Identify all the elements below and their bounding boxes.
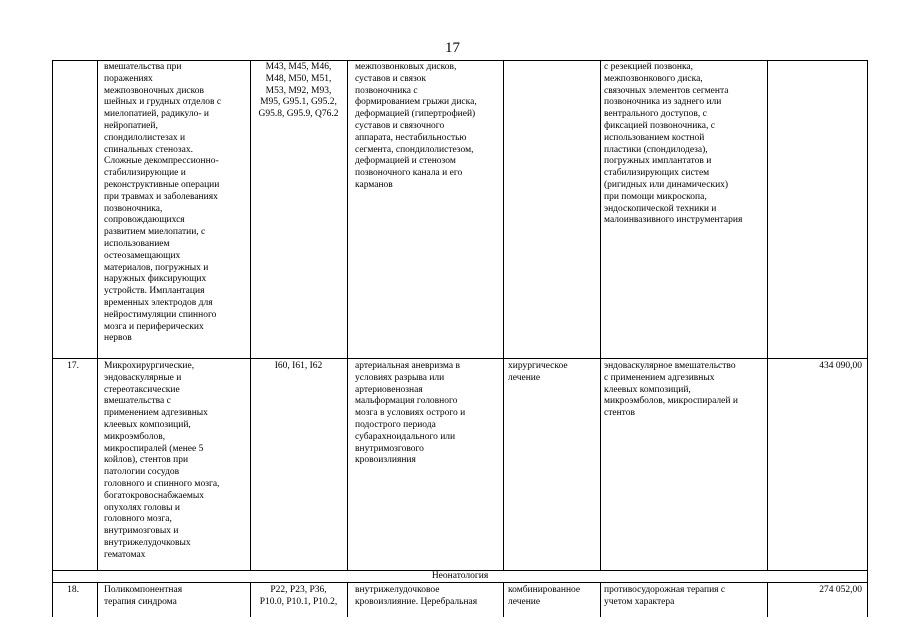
column-divider (503, 60, 504, 570)
column-divider (503, 582, 504, 617)
row-number-cell: 17. (67, 361, 79, 371)
row-name-cell: Микрохирургические, эндоваскулярные и стереотаксические вмешательства с применением адгезивных клеевых композиций, микроэмболов, микроспиралей (менее 5 койлов), стентов при патологии сосудов головного и спинного мозга, богатокровоснабжаемых опухолях головы и головного мозга, внутримозговых и внутрижелудочковых гематомах (104, 361, 220, 560)
column-divider (347, 582, 348, 617)
row-method-cell: противосудорожная терапия с учетом характера (604, 585, 726, 607)
column-divider (250, 60, 251, 570)
column-divider (97, 582, 98, 617)
table-top-border (52, 60, 868, 61)
row-method-cell: с резекцией позвонка, межпозвонкового диска, связочных элементов сегмента позвоночника из заднего или вентрального доступов, с фиксацией позвоночника, с использованием костной пластики (спондилодеза), погружных имплантатов и стабилизирующих систем (ригидных или динамических) при помощи микроскопа, эндоскопической техники и малоинвазивного инструментария (604, 62, 743, 226)
column-divider (97, 60, 98, 570)
row-codes-cell: P22, P23, P36, P10.0, P10.1, P10.2, (259, 585, 338, 607)
row-number-cell: 18. (67, 585, 79, 595)
row-treatment-type-cell: хирургическое лечение (508, 361, 568, 383)
column-divider (767, 60, 768, 570)
row-cost-cell: 274 052,00 (819, 585, 862, 595)
row-codes-cell: M43, M45, M46, M48, M50, M51, M53, M92, M93, M95, G95.1, G95.2, G95.8, G95.9, Q76.2 (258, 62, 339, 120)
column-divider (600, 60, 601, 570)
row-treatment-type-cell: комбинированное лечение (508, 585, 581, 607)
row-model-cell: межпозвонковых дисков, суставов и связок позвоночника с формированием грыжи диска, деформацией (гипертрофией) суставов и связочного аппарата, нестабильностью сегмента, спондилолистезом, деформацией и стенозом позвоночного канала и его карманов (355, 62, 477, 190)
column-divider (347, 60, 348, 570)
row-cost-cell: 434 090,00 (819, 361, 862, 371)
row-model-cell: артериальная аневризма в условиях разрыва или артериовенозная мальформация головного мозга в условиях острого и подострого периода субарахноидального или внутримозгового кровоизлияния (355, 361, 466, 466)
table-border-right (867, 60, 868, 617)
row-divider (52, 358, 868, 359)
column-divider (250, 582, 251, 617)
row-model-cell: внутрижелудочковое кровоизлияние. Церебральная (355, 585, 478, 607)
page-number: 17 (445, 40, 460, 56)
column-divider (600, 582, 601, 617)
table-border-left (52, 60, 53, 617)
row-method-cell: эндоваскулярное вмешательство с применением адгезивных клеевых композиций, микроэмболов, микроспиралей и стентов (604, 361, 738, 419)
row-name-cell: вмешательства при поражениях межпозвоночных дисков шейных и грудных отделов с миелопатией, радикуло- и нейропатией, спондилолистезах и спинальных стенозах. Сложные декомпрессионно- стабилизирующие и реконструктивные операции при травмах и заболеваниях позвоночника, сопровождающихся развитием миелопатии, с использованием остеозамещающих материалов, погружных и наружных фиксирующих устройств. Имплантация временных электродов для нейростимуляции спинного мозга и периферических нервов (104, 62, 222, 344)
row-name-cell: Поликомпонентная терапия синдрома (104, 585, 183, 607)
column-divider (767, 582, 768, 617)
section-heading: Неонатология (431, 571, 489, 581)
row-codes-cell: I60, I61, I62 (274, 361, 323, 371)
